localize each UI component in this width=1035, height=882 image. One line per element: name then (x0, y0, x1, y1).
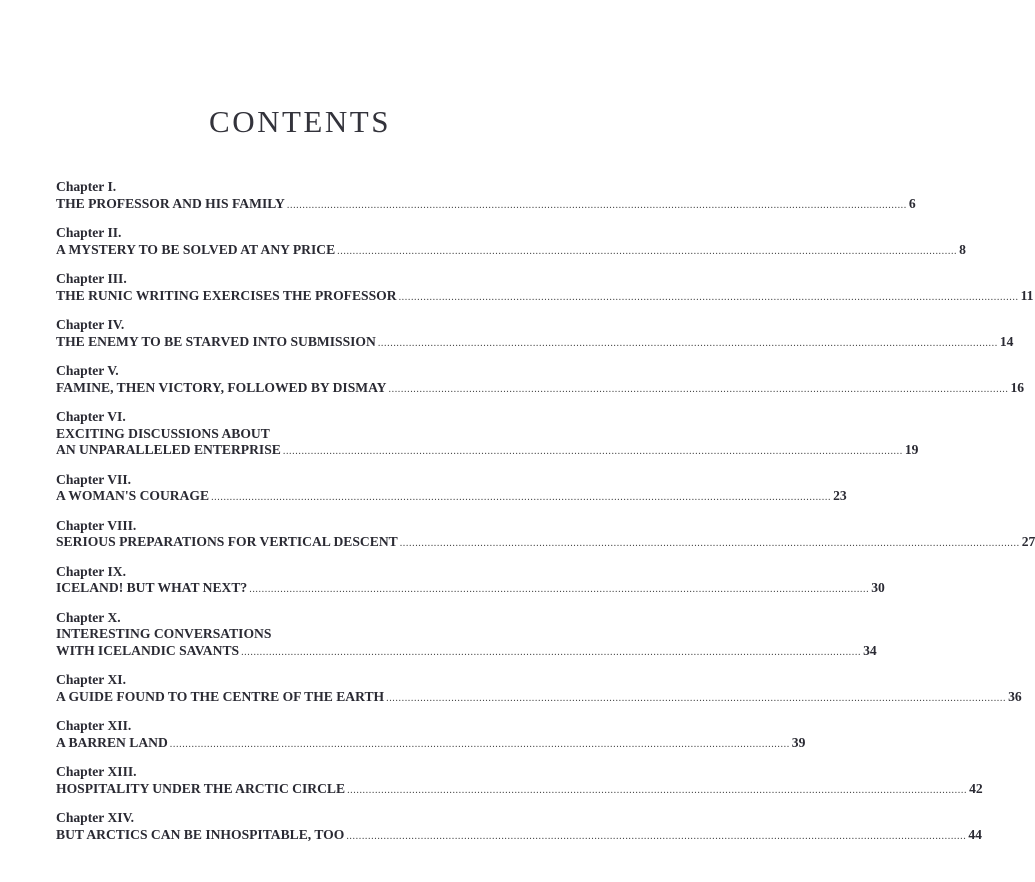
toc-entry (56, 317, 1014, 352)
chapter-title-line (56, 580, 885, 599)
page-number: 11 (1020, 287, 1034, 303)
page-number: 30 (871, 580, 885, 595)
page-number: 8 (959, 241, 966, 257)
chapter-title-line (56, 195, 916, 215)
chapter-label: Chapter VI. (56, 409, 126, 424)
chapter-label: Chapter X. (56, 609, 121, 625)
page-number: 14 (999, 333, 1014, 349)
page-number: 16 (1010, 379, 1025, 395)
chapter-title-line (56, 426, 528, 443)
chapter-title: ICELAND! BUT WHAT NEXT? (56, 580, 248, 595)
chapter-title-line (56, 734, 806, 754)
chapter-title: SERIOUS PREPARATIONS FOR VERTICAL DESCENT (56, 534, 398, 549)
chapter-label: Chapter I. (56, 179, 117, 194)
chapter-title: BUT ARCTICS CAN BE INHOSPITABLE, TOO (56, 826, 345, 842)
dot-leader: ........................................................................................................................................................................................................ (377, 337, 998, 349)
chapter-title-line (56, 379, 1025, 399)
chapter-title: FAMINE, THEN VICTORY, FOLLOWED BY DISMAY (56, 379, 387, 395)
page-number: 19 (904, 442, 919, 457)
chapter-title-line (56, 688, 1022, 708)
chapter-title-line (56, 442, 919, 461)
page-number: 42 (969, 780, 983, 796)
dot-leader: ........................................................................................................................................................................................................ (346, 830, 967, 842)
chapter-title-line (56, 333, 1014, 353)
chapter-label: Chapter IX. (56, 563, 126, 579)
chapter-title: INTERESTING CONVERSATIONS (56, 626, 272, 641)
chapter-title: WITH ICELANDIC SAVANTS (56, 642, 240, 658)
page-number: 6 (908, 195, 916, 211)
chapter-label: Chapter II. (56, 225, 122, 240)
toc-entry (56, 718, 806, 753)
chapter-title: THE PROFESSOR AND HIS FAMILY (56, 195, 285, 211)
table-of-contents (56, 179, 1035, 856)
chapter-title: AN UNPARALLELED ENTERPRISE (56, 442, 281, 457)
toc-entry (56, 471, 847, 507)
toc-entry (56, 363, 1025, 398)
page-title: CONTENTS (209, 104, 391, 139)
toc-entry (56, 810, 982, 845)
page-number: 36 (1008, 688, 1022, 704)
dot-leader: ........................................................................................................................................................................................................ (399, 538, 1020, 549)
page-number: 34 (863, 642, 877, 658)
chapter-title-line (56, 780, 983, 800)
chapter-title-line (56, 287, 1034, 307)
toc-entry (56, 563, 885, 599)
dot-leader: ........................................................................................................................................................................................................ (286, 199, 907, 211)
toc-entry (56, 517, 1035, 553)
chapter-title: THE RUNIC WRITING EXERCISES THE PROFESSOR (56, 287, 397, 303)
chapter-label: Chapter XIII. (56, 764, 137, 779)
dot-leader: ........................................................................................................................................................................................................ (211, 492, 832, 503)
chapter-label: Chapter III. (56, 271, 127, 286)
chapter-title: A GUIDE FOUND TO THE CENTRE OF THE EARTH (56, 688, 385, 704)
dot-leader: ........................................................................................................................................................................................................ (337, 245, 958, 257)
chapter-title-line (56, 626, 528, 643)
chapter-label: Chapter VII. (56, 471, 132, 487)
toc-entry (56, 225, 966, 260)
chapter-title-line (56, 642, 877, 662)
chapter-title-line (56, 534, 1035, 553)
chapter-title: THE ENEMY TO BE STARVED INTO SUBMISSION (56, 333, 376, 349)
chapter-title-line (56, 241, 966, 261)
page-number: 44 (968, 826, 982, 842)
chapter-title: EXCITING DISCUSSIONS ABOUT (56, 425, 270, 441)
page-number: 27 (1021, 534, 1035, 549)
dot-leader: ........................................................................................................................................................................................................ (398, 291, 1019, 303)
toc-entry (56, 271, 1034, 306)
page-number: 23 (833, 488, 847, 503)
chapter-label: Chapter IV. (56, 317, 125, 332)
dot-leader: ........................................................................................................................................................................................................ (249, 584, 870, 595)
dot-leader: ........................................................................................................................................................................................................ (282, 446, 903, 457)
chapter-title: A BARREN LAND (56, 734, 168, 750)
toc-entry (56, 764, 983, 799)
dot-leader: ........................................................................................................................................................................................................ (169, 738, 790, 750)
toc-entry (56, 179, 916, 214)
chapter-label: Chapter VIII. (56, 517, 137, 533)
chapter-label: Chapter XII. (56, 718, 132, 733)
chapter-title: HOSPITALITY UNDER THE ARCTIC CIRCLE (56, 780, 346, 796)
dot-leader: ........................................................................................................................................................................................................ (388, 383, 1009, 395)
dot-leader: ........................................................................................................................................................................................................ (386, 692, 1007, 704)
page-number: 39 (791, 734, 806, 750)
toc-entry (56, 609, 877, 662)
chapter-label: Chapter XI. (56, 672, 126, 687)
chapter-label: Chapter XIV. (56, 810, 135, 825)
toc-entry (56, 409, 919, 461)
chapter-title-line (56, 826, 982, 846)
dot-leader: ........................................................................................................................................................................................................ (241, 646, 862, 658)
chapter-title: A WOMAN'S COURAGE (56, 488, 210, 503)
chapter-title: A MYSTERY TO BE SOLVED AT ANY PRICE (56, 241, 336, 257)
chapter-title-line (56, 488, 847, 507)
dot-leader: ........................................................................................................................................................................................................ (347, 784, 968, 796)
chapter-label: Chapter V. (56, 363, 119, 378)
toc-entry (56, 672, 1022, 707)
